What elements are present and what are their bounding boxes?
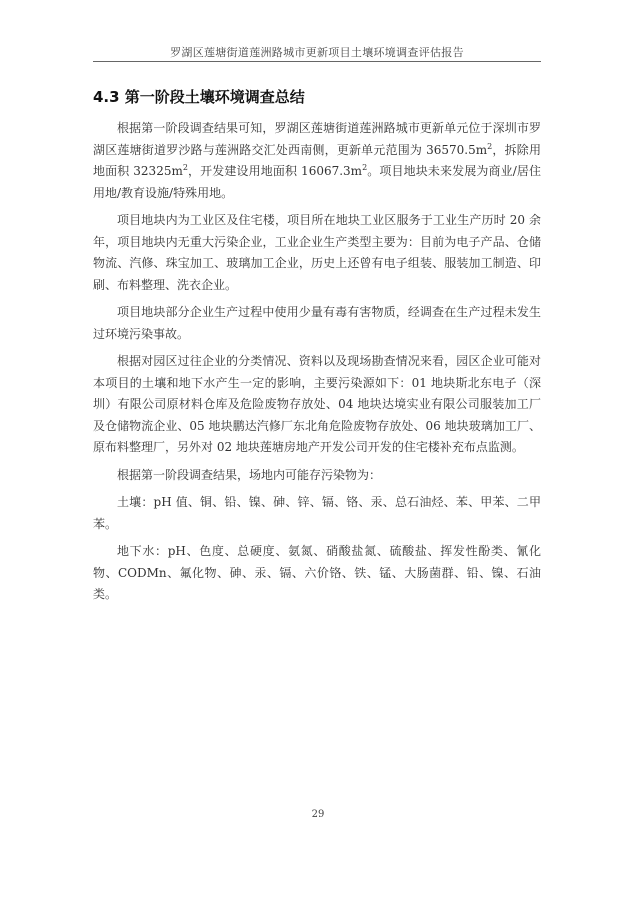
body-text — [93, 118, 541, 612]
paragraph-groundwater-pollutants: 地下水：pH、色度、总硬度、氨氮、硝酸盐氮、硫酸盐、挥发性酚类、氰化物、CODMn、氟化物、砷、汞、镉、六价铬、铁、锰、大肠菌群、铅、镍、石油类。 — [93, 544, 541, 601]
paragraph-site-summary — [93, 118, 541, 204]
superscript: 2 — [182, 163, 188, 172]
superscript: 2 — [487, 141, 493, 151]
paragraph-pollution-sources: 根据对园区过往企业的分类情况、资料以及现场勘查情况来看，园区企业可能对本项目的土壤和地下水产生一定的影响，主要污染源如下：01 地块斯北东电子（深圳）有限公司原材料仓库及危险废物存放处、04 地块达境实业有限公司服装加工厂及仓储物流企业、05 地块鹏达汽修厂东北角危险废物存放处、06 地块玻璃加工厂、原布料整理厂，另外对 02 地块莲塘房地产开发公司开发的住宅楼补充布点监测。 — [93, 354, 541, 454]
text-segment: ，拆除用地面积 32325m — [93, 142, 541, 178]
running-header: 罗湖区莲塘街道莲洲路城市更新项目土壤环境调查评估报告 — [170, 46, 464, 59]
page-number: 29 — [311, 809, 325, 820]
paragraph-soil-pollutants: 土壤：pH 值、铜、铅、镍、砷、锌、镉、铬、汞、总石油烃、苯、甲苯、二甲苯。 — [93, 495, 541, 531]
header-divider — [93, 61, 541, 62]
text-segment: 。项目地块未来发展为商业/居住用地/教育设施/特殊用地。 — [93, 164, 541, 200]
paragraph-industry: 项目地块内为工业区及住宅楼，项目所在地块工业区服务于工业生产历时 20 余年，项目地块内无重大污染企业，工业企业生产类型主要为：目前为电子产品、仓储物流、汽修、珠宝加工、玻璃加工企业，历史上还曾有电子组装、服装加工制造、印刷、布料整理、洗衣企业。 — [93, 213, 541, 292]
text-segment: ，开发建设用地面积 16067.3m — [187, 164, 363, 178]
paragraph-hazardous: 项目地块部分企业生产过程中使用少量有毒有害物质，经调查在生产过程未发生过环境污染事故。 — [93, 305, 541, 341]
text-segment: 根据第一阶段调查结果可知，罗湖区莲塘街道莲洲路城市更新单元位于深圳市罗湖区莲塘街道罗沙路与莲洲路交汇处西南侧，更新单元范围为 36570.5m — [93, 121, 541, 157]
paragraph-pollutants-intro: 根据第一阶段调查结果，场地内可能存污染物为： — [117, 467, 382, 482]
superscript: 2 — [362, 163, 368, 172]
section-title: 4.3 第一阶段土壤环境调查总结 — [93, 88, 305, 106]
